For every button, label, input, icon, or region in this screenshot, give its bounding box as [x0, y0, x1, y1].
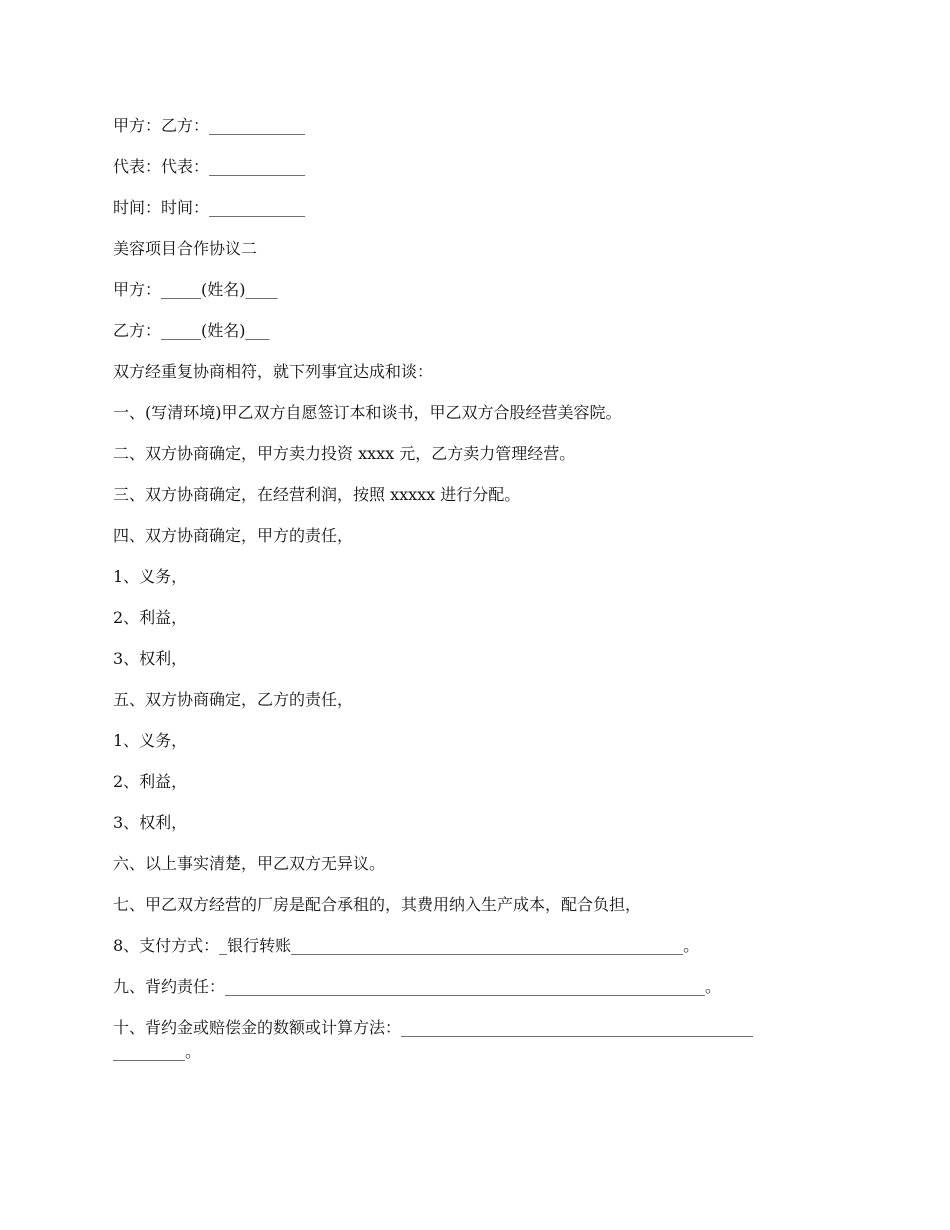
clause-10-continuation: _________。 — [113, 1042, 202, 1061]
clause-9-liability: 九、背约责任：____________________________________________________________。 — [113, 977, 722, 996]
clause-5-item-3: 3、权利， — [113, 813, 188, 832]
clause-5-item-1: 1、义务， — [113, 731, 188, 750]
time-line: 时间：时间：____________ — [113, 198, 306, 217]
clause-6: 六、以上事实清楚，甲乙双方无异议。 — [113, 854, 386, 873]
clause-7: 七、甲乙双方经营的厂房是配合承租的，其费用纳入生产成本，配合负担， — [113, 895, 642, 914]
clause-4-item-2: 2、利益， — [113, 608, 188, 627]
document-title: 美容项目合作协议二 — [113, 239, 258, 258]
clause-10-penalty: 十、背约金或赔偿金的数额或计算方法：____________________________________________ — [113, 1018, 754, 1037]
clause-1: 一、(写清环境)甲乙双方自愿签订本和谈书，甲乙双方合股经营美容院。 — [113, 403, 622, 422]
clause-4-item-3: 3、权利， — [113, 649, 188, 668]
clause-4: 四、双方协商确定，甲方的责任， — [113, 526, 354, 545]
clause-5: 五、双方协商确定，乙方的责任， — [113, 690, 354, 709]
party-b-line: 乙方：_____(姓名)___ — [113, 321, 270, 340]
party-header-line: 甲方：乙方：____________ — [113, 116, 306, 135]
clause-8-payment: 8、支付方式：_银行转账_________________________________________________。 — [113, 936, 700, 955]
party-a-line: 甲方：_____(姓名)____ — [113, 280, 278, 299]
representative-line: 代表：代表：____________ — [113, 157, 306, 176]
clause-4-item-1: 1、义务， — [113, 567, 188, 586]
clause-5-item-2: 2、利益， — [113, 772, 188, 791]
preamble-line: 双方经重复协商相符，就下列事宜达成和谈： — [113, 362, 434, 381]
clause-2: 二、双方协商确定，甲方卖力投资 xxxx 元，乙方卖力管理经营。 — [113, 444, 576, 463]
clause-3: 三、双方协商确定，在经营利润，按照 xxxxx 进行分配。 — [113, 485, 521, 504]
